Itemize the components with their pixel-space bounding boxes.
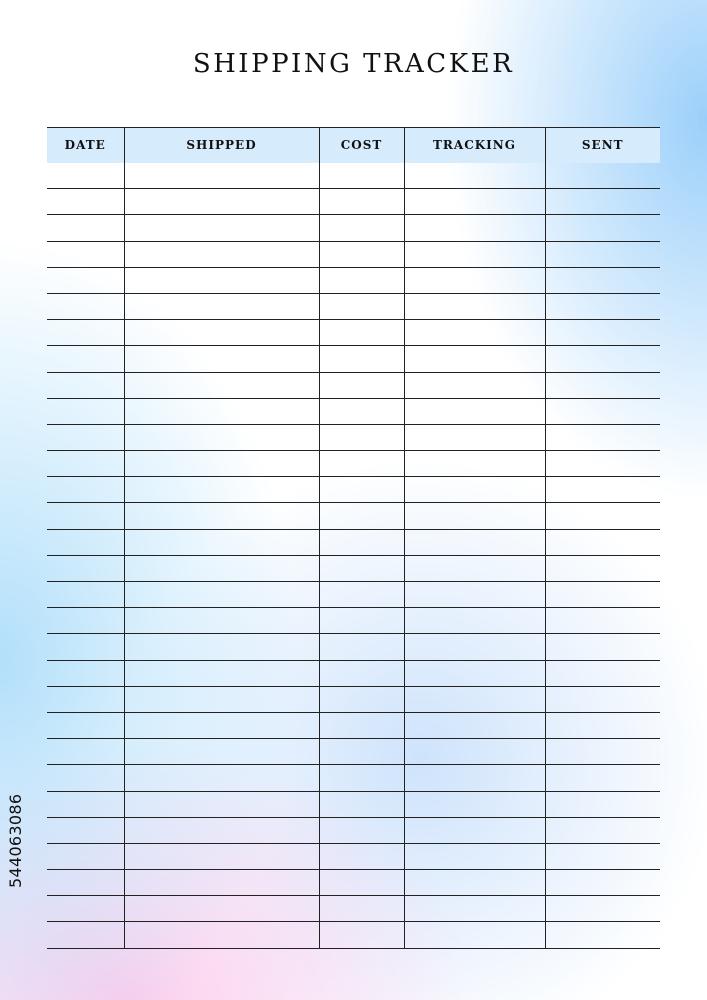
cell-tracking	[404, 451, 545, 477]
cell-tracking	[404, 712, 545, 738]
cell-cost	[319, 896, 404, 922]
table-row	[47, 922, 660, 948]
cell-shipped	[124, 398, 319, 424]
cell-date	[47, 320, 124, 346]
cell-sent	[545, 215, 660, 241]
table-row	[47, 267, 660, 293]
cell-tracking	[404, 241, 545, 267]
table-row	[47, 503, 660, 529]
table-row	[47, 215, 660, 241]
cell-sent	[545, 398, 660, 424]
cell-date	[47, 582, 124, 608]
cell-tracking	[404, 503, 545, 529]
cell-sent	[545, 922, 660, 948]
cell-cost	[319, 163, 404, 189]
cell-shipped	[124, 477, 319, 503]
cell-shipped	[124, 320, 319, 346]
cell-sent	[545, 189, 660, 215]
cell-cost	[319, 424, 404, 450]
cell-date	[47, 215, 124, 241]
cell-date	[47, 267, 124, 293]
cell-shipped	[124, 896, 319, 922]
cell-tracking	[404, 634, 545, 660]
cell-shipped	[124, 712, 319, 738]
cell-date	[47, 293, 124, 319]
table-row	[47, 712, 660, 738]
table-row	[47, 608, 660, 634]
cell-sent	[545, 712, 660, 738]
cell-cost	[319, 922, 404, 948]
table-row	[47, 424, 660, 450]
cell-date	[47, 503, 124, 529]
cell-sent	[545, 634, 660, 660]
table-row	[47, 686, 660, 712]
column-header-tracking: TRACKING	[404, 128, 545, 163]
cell-cost	[319, 477, 404, 503]
table-row	[47, 555, 660, 581]
cell-cost	[319, 686, 404, 712]
cell-shipped	[124, 163, 319, 189]
table-row	[47, 896, 660, 922]
cell-sent	[545, 686, 660, 712]
cell-cost	[319, 660, 404, 686]
cell-tracking	[404, 555, 545, 581]
cell-shipped	[124, 870, 319, 896]
cell-date	[47, 843, 124, 869]
cell-sent	[545, 451, 660, 477]
cell-tracking	[404, 424, 545, 450]
cell-date	[47, 608, 124, 634]
cell-cost	[319, 555, 404, 581]
cell-sent	[545, 529, 660, 555]
cell-sent	[545, 320, 660, 346]
cell-cost	[319, 817, 404, 843]
cell-sent	[545, 293, 660, 319]
table-row	[47, 843, 660, 869]
cell-date	[47, 163, 124, 189]
cell-tracking	[404, 529, 545, 555]
cell-sent	[545, 791, 660, 817]
cell-shipped	[124, 424, 319, 450]
cell-shipped	[124, 241, 319, 267]
cell-sent	[545, 660, 660, 686]
cell-tracking	[404, 477, 545, 503]
cell-shipped	[124, 582, 319, 608]
cell-tracking	[404, 267, 545, 293]
cell-date	[47, 660, 124, 686]
cell-sent	[545, 267, 660, 293]
cell-shipped	[124, 451, 319, 477]
cell-shipped	[124, 765, 319, 791]
cell-shipped	[124, 634, 319, 660]
cell-shipped	[124, 686, 319, 712]
table-row	[47, 582, 660, 608]
cell-cost	[319, 712, 404, 738]
cell-date	[47, 634, 124, 660]
table-row	[47, 293, 660, 319]
cell-tracking	[404, 582, 545, 608]
cell-shipped	[124, 503, 319, 529]
cell-sent	[545, 843, 660, 869]
cell-sent	[545, 424, 660, 450]
cell-sent	[545, 817, 660, 843]
cell-sent	[545, 477, 660, 503]
cell-cost	[319, 791, 404, 817]
table-row	[47, 477, 660, 503]
cell-date	[47, 451, 124, 477]
cell-date	[47, 817, 124, 843]
page-title: SHIPPING TRACKER	[192, 49, 515, 79]
cell-shipped	[124, 660, 319, 686]
cell-cost	[319, 346, 404, 372]
cell-shipped	[124, 529, 319, 555]
cell-cost	[319, 451, 404, 477]
cell-date	[47, 372, 124, 398]
cell-shipped	[124, 372, 319, 398]
cell-date	[47, 477, 124, 503]
cell-tracking	[404, 398, 545, 424]
cell-date	[47, 189, 124, 215]
cell-tracking	[404, 372, 545, 398]
column-header-shipped: SHIPPED	[124, 128, 319, 163]
table-row	[47, 451, 660, 477]
cell-date	[47, 922, 124, 948]
cell-tracking	[404, 608, 545, 634]
cell-sent	[545, 555, 660, 581]
table-header	[47, 128, 660, 163]
cell-tracking	[404, 870, 545, 896]
table-row	[47, 398, 660, 424]
cell-tracking	[404, 320, 545, 346]
table-row	[47, 163, 660, 189]
header-row	[47, 128, 660, 163]
shipping-tracker-table	[47, 127, 660, 949]
cell-tracking	[404, 163, 545, 189]
cell-shipped	[124, 215, 319, 241]
cell-shipped	[124, 189, 319, 215]
cell-cost	[319, 765, 404, 791]
cell-date	[47, 529, 124, 555]
table-row	[47, 791, 660, 817]
cell-tracking	[404, 791, 545, 817]
table-row	[47, 346, 660, 372]
cell-date	[47, 241, 124, 267]
cell-sent	[545, 608, 660, 634]
cell-cost	[319, 372, 404, 398]
table-row	[47, 634, 660, 660]
cell-date	[47, 555, 124, 581]
cell-sent	[545, 896, 660, 922]
cell-cost	[319, 843, 404, 869]
table-row	[47, 765, 660, 791]
cell-shipped	[124, 739, 319, 765]
cell-shipped	[124, 293, 319, 319]
cell-cost	[319, 215, 404, 241]
cell-date	[47, 424, 124, 450]
cell-date	[47, 765, 124, 791]
table-body	[47, 163, 660, 949]
cell-cost	[319, 189, 404, 215]
cell-cost	[319, 503, 404, 529]
cell-shipped	[124, 817, 319, 843]
cell-sent	[545, 739, 660, 765]
cell-date	[47, 398, 124, 424]
cell-date	[47, 870, 124, 896]
cell-cost	[319, 293, 404, 319]
cell-tracking	[404, 189, 545, 215]
cell-date	[47, 896, 124, 922]
cell-sent	[545, 582, 660, 608]
cell-cost	[319, 608, 404, 634]
cell-tracking	[404, 739, 545, 765]
cell-date	[47, 346, 124, 372]
cell-tracking	[404, 922, 545, 948]
cell-sent	[545, 870, 660, 896]
stock-id-watermark: 544063086	[6, 793, 25, 888]
cell-tracking	[404, 765, 545, 791]
cell-sent	[545, 346, 660, 372]
cell-sent	[545, 241, 660, 267]
cell-tracking	[404, 293, 545, 319]
cell-shipped	[124, 346, 319, 372]
cell-cost	[319, 634, 404, 660]
cell-sent	[545, 372, 660, 398]
cell-shipped	[124, 608, 319, 634]
table-row	[47, 320, 660, 346]
table-row	[47, 660, 660, 686]
cell-sent	[545, 503, 660, 529]
column-header-sent: SENT	[545, 128, 660, 163]
cell-tracking	[404, 817, 545, 843]
cell-cost	[319, 739, 404, 765]
cell-shipped	[124, 922, 319, 948]
cell-date	[47, 739, 124, 765]
cell-tracking	[404, 896, 545, 922]
cell-tracking	[404, 686, 545, 712]
cell-date	[47, 712, 124, 738]
cell-cost	[319, 870, 404, 896]
cell-tracking	[404, 215, 545, 241]
cell-cost	[319, 320, 404, 346]
cell-cost	[319, 398, 404, 424]
table-row	[47, 739, 660, 765]
table-row	[47, 529, 660, 555]
cell-shipped	[124, 843, 319, 869]
cell-cost	[319, 529, 404, 555]
table-row	[47, 372, 660, 398]
cell-tracking	[404, 843, 545, 869]
column-header-date: DATE	[47, 128, 124, 163]
cell-sent	[545, 163, 660, 189]
cell-cost	[319, 582, 404, 608]
cell-shipped	[124, 791, 319, 817]
cell-date	[47, 791, 124, 817]
table-row	[47, 189, 660, 215]
cell-date	[47, 686, 124, 712]
table-row	[47, 241, 660, 267]
cell-shipped	[124, 267, 319, 293]
cell-sent	[545, 765, 660, 791]
column-header-cost: COST	[319, 128, 404, 163]
cell-tracking	[404, 660, 545, 686]
cell-cost	[319, 267, 404, 293]
cell-shipped	[124, 555, 319, 581]
cell-cost	[319, 241, 404, 267]
table-row	[47, 870, 660, 896]
cell-tracking	[404, 346, 545, 372]
table-row	[47, 817, 660, 843]
